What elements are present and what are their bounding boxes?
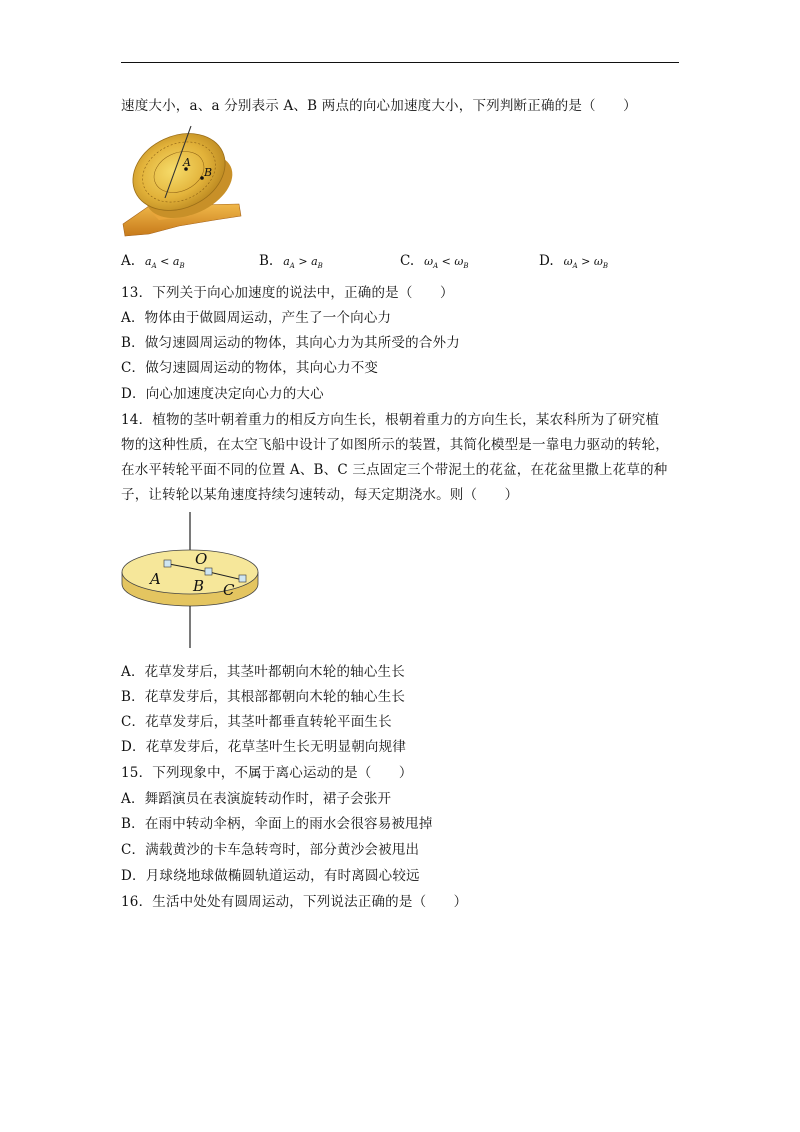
q12-stem: 速度大小，a、a 分别表示 A、B 两点的向心加速度大小，下列判断正确的是（ ） xyxy=(121,98,637,114)
q13-option-d[interactable]: D．向心加速度决定向心力的大心 xyxy=(121,386,324,402)
label-c: C xyxy=(223,581,235,599)
q12-options xyxy=(121,253,681,273)
q13-option-c[interactable]: C．做匀速圆周运动的物体，其向心力不变 xyxy=(121,360,379,376)
q14-option-d[interactable]: D．花草发芽后，花草茎叶生长无明显朝向规律 xyxy=(121,739,407,755)
q12-option-c[interactable]: C. $\omega_A < \omega_B$ xyxy=(400,253,469,271)
label-a: A xyxy=(183,156,191,169)
sundial-figure xyxy=(119,120,243,238)
q16-stem: 16．生活中处处有圆周运动，下列说法正确的是（ ） xyxy=(121,894,468,910)
header-rule xyxy=(121,62,679,63)
q15-option-b[interactable]: B．在雨中转动伞柄，伞面上的雨水会很容易被甩掉 xyxy=(121,816,433,832)
q12-option-b[interactable]: B. $a_A > a_B$ xyxy=(259,253,323,271)
q15-option-a[interactable]: A．舞蹈演员在表演旋转动作时，裙子会张开 xyxy=(121,791,392,807)
label-a: A xyxy=(150,570,161,588)
q14-option-b[interactable]: B．花草发芽后，其根部都朝向木轮的轴心生长 xyxy=(121,689,406,705)
q14-stem-line-4: 子，让转轮以某角速度持续匀速转动，每天定期浇水。则（ ） xyxy=(121,487,519,503)
label-b: B xyxy=(193,577,205,595)
q15-option-c[interactable]: C．满载黄沙的卡车急转弯时，部分黄沙会被甩出 xyxy=(121,842,420,858)
q12-option-a[interactable]: A. $a_A < a_B$ xyxy=(121,253,185,271)
label-o: O xyxy=(195,550,208,568)
q12-option-d[interactable]: D. $\omega_A > \omega_B$ xyxy=(539,253,609,271)
q14-stem-line-3: 在水平转轮平面不同的位置 A、B、C 三点固定三个带泥土的花盆，在花盆里撒上花草的种 xyxy=(121,462,668,478)
q13-option-b[interactable]: B．做匀速圆周运动的物体，其向心力为其所受的合外力 xyxy=(121,335,460,351)
turntable-figure xyxy=(119,510,267,650)
q15-option-d[interactable]: D．月球绕地球做椭圆轨道运动，有时离圆心较远 xyxy=(121,868,420,884)
q13-option-a[interactable]: A．物体由于做圆周运动，产生了一个向心力 xyxy=(121,310,392,326)
q14-stem-line-2: 物的这种性质，在太空飞船中设计了如图所示的装置，其简化模型是一靠电力驱动的转轮， xyxy=(121,437,669,453)
q13-stem: 13．下列关于向心加速度的说法中，正确的是（ ） xyxy=(121,285,454,301)
label-b: B xyxy=(204,166,213,179)
q14-option-a[interactable]: A．花草发芽后，其茎叶都朝向木轮的轴心生长 xyxy=(121,664,405,680)
q14-option-c[interactable]: C．花草发芽后，其茎叶都垂直转轮平面生长 xyxy=(121,714,392,730)
q14-stem-line-1: 14．植物的茎叶朝着重力的相反方向生长，根朝着重力的方向生长，某农科所为了研究植 xyxy=(121,412,660,428)
q15-stem: 15．下列现象中，不属于离心运动的是（ ） xyxy=(121,765,413,781)
